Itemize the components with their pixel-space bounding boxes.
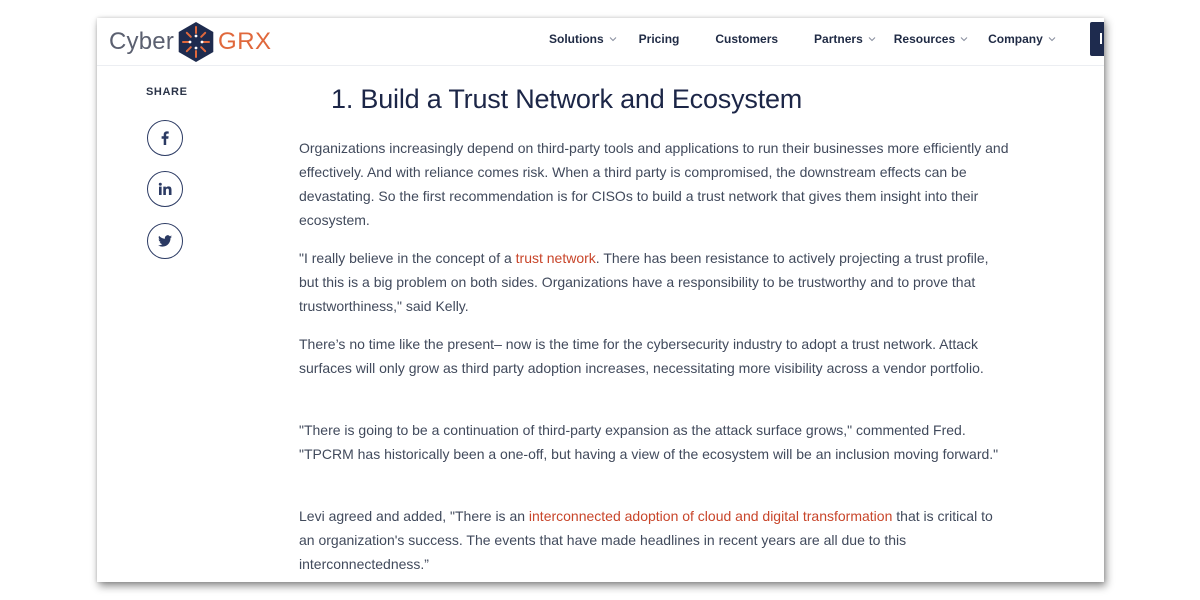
paragraph-text: that is critical to an organization's success. The events that have made headlines in recent years are all due to this interconnectedness.” — [299, 508, 993, 572]
twitter-icon — [157, 233, 173, 249]
chevron-down-icon — [609, 35, 617, 43]
paragraph-text: "I really believe in the concept of a — [299, 250, 516, 266]
cta-glyph-icon — [1100, 33, 1102, 44]
nav-item-partners[interactable] — [814, 32, 876, 46]
logo-hex-icon — [175, 21, 217, 63]
nav-label: Resources — [893, 32, 956, 46]
browser-viewport — [97, 18, 1104, 582]
facebook-icon — [157, 130, 173, 146]
chevron-down-icon — [868, 35, 876, 43]
article-paragraph: There’s no time like the present– now is the time for the cybersecurity industry to adopt a trust network. Attack surfaces will only grow as third party adoption increases, necessitating more visibility across a vendor portfolio. — [299, 336, 984, 376]
chevron-down-icon — [960, 35, 968, 43]
paragraph-text: . There has been resistance to actively projecting a trust profile, but this is a big problem on both sides. Organizations have a responsibility to be trustworthy and to prove that trustworthiness," said Kelly. — [299, 250, 989, 314]
nav-label: Solutions — [549, 32, 604, 46]
nav-item-resources[interactable] — [894, 32, 968, 46]
article-paragraph: "There is going to be a continuation of third-party expansion as the attack surface grows," commented Fred. "TPCRM has historically been a one-off, but having a view of the ecosystem will be an inclusion moving forward." — [299, 422, 999, 462]
article-paragraph — [299, 246, 1011, 318]
nav-item-company[interactable] — [988, 32, 1056, 46]
article-paragraph — [299, 504, 1011, 576]
nav-label: Partners — [814, 32, 863, 46]
chevron-down-icon — [1048, 35, 1056, 43]
main-nav — [549, 18, 1056, 60]
nav-label: Company — [988, 32, 1043, 46]
interconnected-adoption-link[interactable]: interconnected adoption of cloud and digital transformation — [528, 508, 893, 524]
share-label: SHARE — [146, 86, 188, 98]
nav-label: Pricing — [638, 32, 680, 46]
site-header — [97, 18, 1104, 66]
nav-item-solutions[interactable] — [549, 32, 617, 46]
nav-label: Customers — [715, 32, 779, 46]
article-paragraph: Organizations increasingly depend on third-party tools and applications to run their businesses more efficiently and effectively. And with reliance comes risk. When a third party is compromised, the downstream effects can be devastating. So the first recommendation is for CISOs to build a trust network that gives them insight into their ecosystem. — [299, 140, 1009, 228]
logo-text-cyber: Cyber — [109, 28, 175, 55]
logo-text-grx: GRX — [218, 28, 272, 55]
header-cta-button[interactable] — [1090, 22, 1104, 56]
share-facebook-button[interactable] — [147, 120, 183, 156]
share-linkedin-button[interactable] — [147, 171, 183, 207]
cybergrx-logo[interactable] — [109, 20, 272, 64]
article-heading: 1. Build a Trust Network and Ecosystem — [331, 84, 803, 114]
nav-item-customers[interactable] — [715, 32, 778, 46]
share-twitter-button[interactable] — [147, 223, 183, 259]
linkedin-icon — [157, 181, 173, 197]
trust-network-link[interactable]: trust network — [515, 250, 596, 266]
paragraph-text: Levi agreed and added, "There is an — [299, 508, 529, 524]
nav-item-pricing[interactable] — [639, 32, 680, 46]
